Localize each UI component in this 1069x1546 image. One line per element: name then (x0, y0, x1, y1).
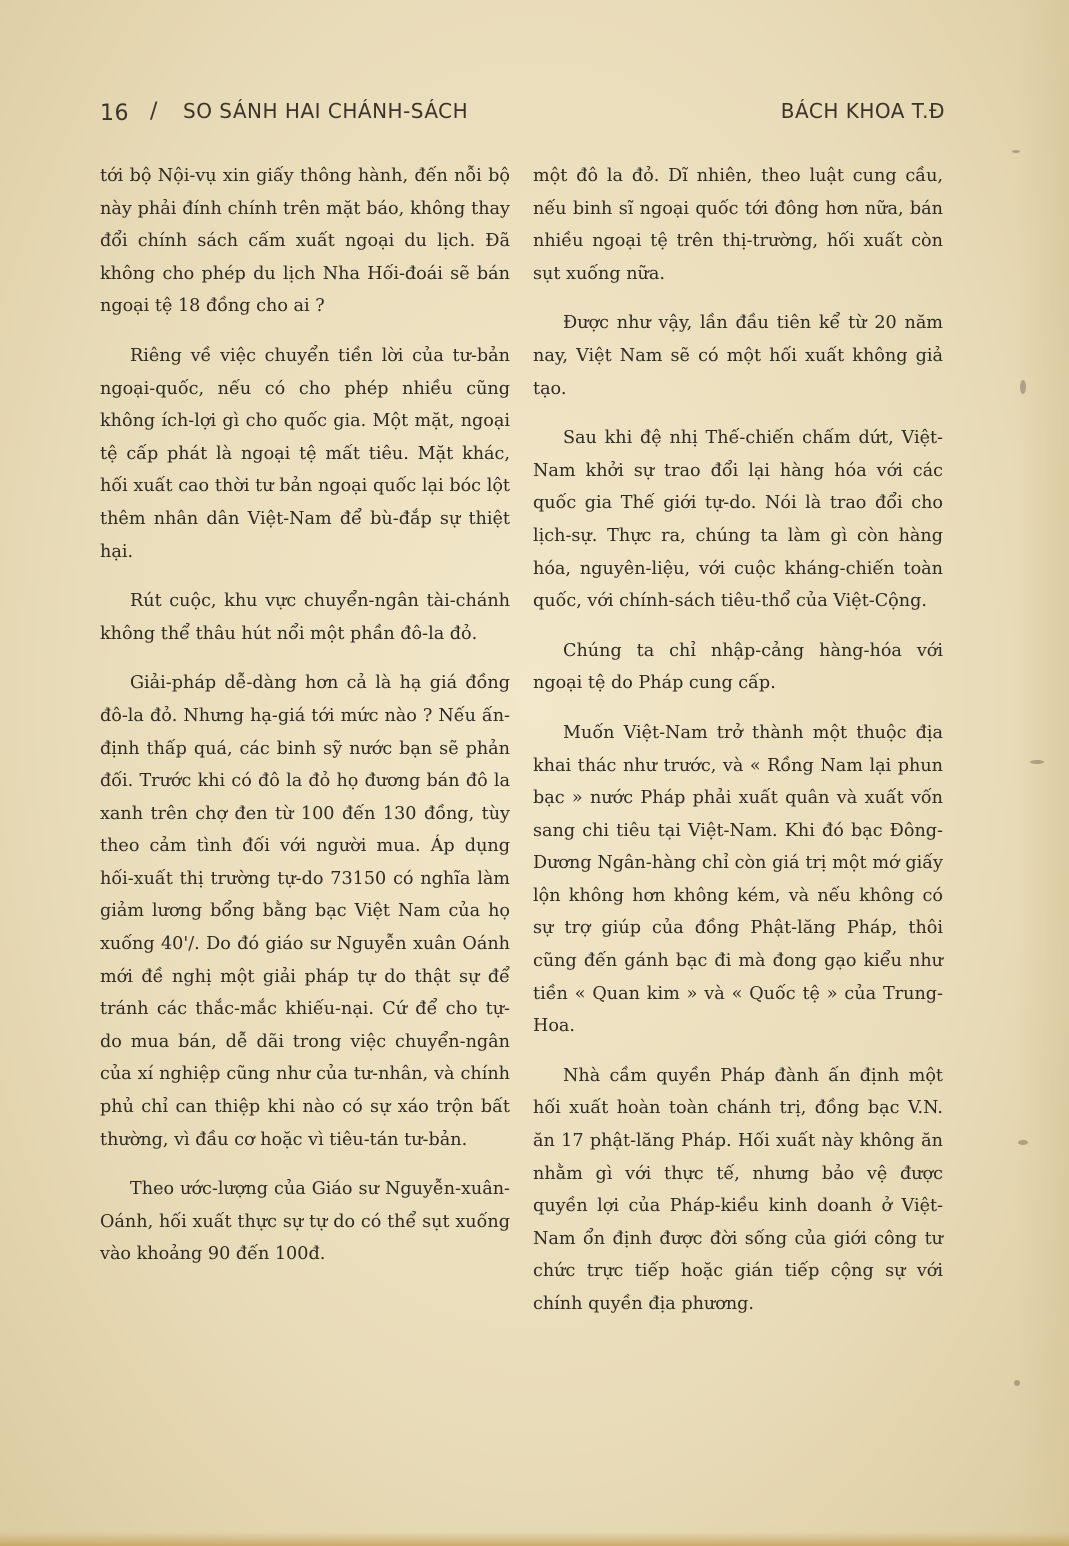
right-column (533, 160, 943, 1338)
paper-speck (1030, 760, 1044, 764)
paragraph: tới bộ Nội-vụ xin giấy thông hành, đến nỗi bộ này phải đính chính trên mặt báo, không thay đổi chính sách cấm xuất ngoại du lịch. Đã không cho phép du lịch Nha Hối-đoái sẽ bán ngoại tệ 18 đồng cho ai ? (100, 166, 510, 317)
paragraph: Sau khi đệ nhị Thế-chiến chấm dứt, Việt-Nam khởi sự trao đổi lại hàng hóa với các quốc gia Thế giới tự-do. Nói là trao đổi cho lịch-sự. Thực ra, chúng ta làm gì còn hàng hóa, nguyên-liệu, với cuộc kháng-chiến toàn quốc, với chính-sách tiêu-thổ của Việt-Cộng. (533, 428, 943, 612)
paragraph: Giải-pháp dễ-dàng hơn cả là hạ giá đồng đô-la đỏ. Nhưng hạ-giá tới mức nào ? Nếu ấn-định thấp quá, các binh sỹ nước bạn sẽ phản đối. Trước khi có đô la đỏ họ đương bán đô la xanh trên chợ đen từ 100 đến 130 đồng, tùy theo cảm tình đối với người mua. Áp dụng hối-xuất thị trường tự-do 73150 có nghĩa làm giảm lương bổng bằng bạc Việt Nam của họ xuống 40'/. Do đó giáo sư Nguyễn xuân Oánh mới đề nghị một giải pháp tự do thật sự để tránh các thắc-mắc khiếu-nại. Cứ để cho tự-do mua bán, dễ dãi trong việc chuyển-ngân của xí nghiệp cũng như của tư-nhân, và chính phủ chỉ can thiệp khi nào có sự xáo trộn bất thường, vì đầu cơ hoặc vì tiêu-tán tư-bản. (100, 673, 510, 1150)
paragraph: Chúng ta chỉ nhập-cảng hàng-hóa với ngoại tệ do Pháp cung cấp. (533, 640, 943, 694)
running-title: SO SÁNH HAI CHÁNH-SÁCH (183, 99, 469, 123)
paragraph: Theo ước-lượng của Giáo sư Nguyễn-xuân-Oánh, hối xuất thực sự tự do có thể sụt xuống vào khoảng 90 đến 100đ. (100, 1179, 510, 1265)
paper-speck (1020, 380, 1026, 394)
paper-speck (1012, 150, 1020, 153)
header-separator: / (150, 99, 158, 124)
page-number: 16 (100, 101, 129, 126)
running-header (100, 95, 945, 135)
paragraph: Muốn Việt-Nam trở thành một thuộc địa khai thác như trước, và « Rồng Nam lại phun bạc » nước Pháp phải xuất quân và xuất vốn sang chi tiêu tại Việt-Nam. Khi đó bạc Đông-Dương Ngân-hàng chỉ còn giá trị một mớ giấy lộn không hơn không kém, và nếu không có sự trợ giúp của đồng Phật-lăng Pháp, thôi cũng đến gánh bạc đi mà đong gạo kiểu như tiền « Quan kim » và « Quốc tệ » của Trung-Hoa. (533, 722, 943, 1037)
page-edge-shadow (1017, 0, 1069, 1546)
paragraph: một đô la đỏ. Dĩ nhiên, theo luật cung cầu, nếu binh sĩ ngoại quốc tới đông hơn nữa, bán nhiều ngoại tệ trên thị-trường, hối xuất còn sụt xuống nữa. (533, 166, 943, 284)
paragraph: Được như vậy, lần đầu tiên kể từ 20 năm nay, Việt Nam sẽ có một hối xuất không giả tạo. (533, 313, 943, 399)
paper-speck (1014, 1380, 1020, 1386)
paragraph: Riêng về việc chuyển tiền lời của tư-bản ngoại-quốc, nếu có cho phép nhiều cũng không ích-lợi gì cho quốc gia. Một mặt, ngoại tệ cấp phát là ngoại tệ mất tiêu. Mặt khác, hối xuất cao thời tư bản ngoại quốc lại bóc lột thêm nhân dân Việt-Nam để bù-đắp sự thiệt hại. (100, 345, 510, 562)
magazine-name: BÁCH KHOA T.Đ (780, 99, 945, 123)
paragraph: Rút cuộc, khu vực chuyển-ngân tài-chánh không thể thâu hút nổi một phần đô-la đỏ. (100, 591, 510, 644)
paragraph: Nhà cầm quyền Pháp đành ấn định một hối xuất hoàn toàn chánh trị, đồng bạc V.N. ăn 17 phật-lăng Pháp. Hối xuất này không ăn nhằm gì với thực tế, nhưng bảo vệ được quyền lợi của Pháp-kiều kinh doanh ở Việt-Nam ổn định được đời sống của giới công tư chức trực tiếp hoặc gián tiếp cộng sự với chính quyền địa phương. (533, 1065, 943, 1314)
left-column (100, 160, 510, 1288)
page-bottom-stain (0, 1532, 1069, 1546)
paper-speck (1018, 1140, 1028, 1145)
